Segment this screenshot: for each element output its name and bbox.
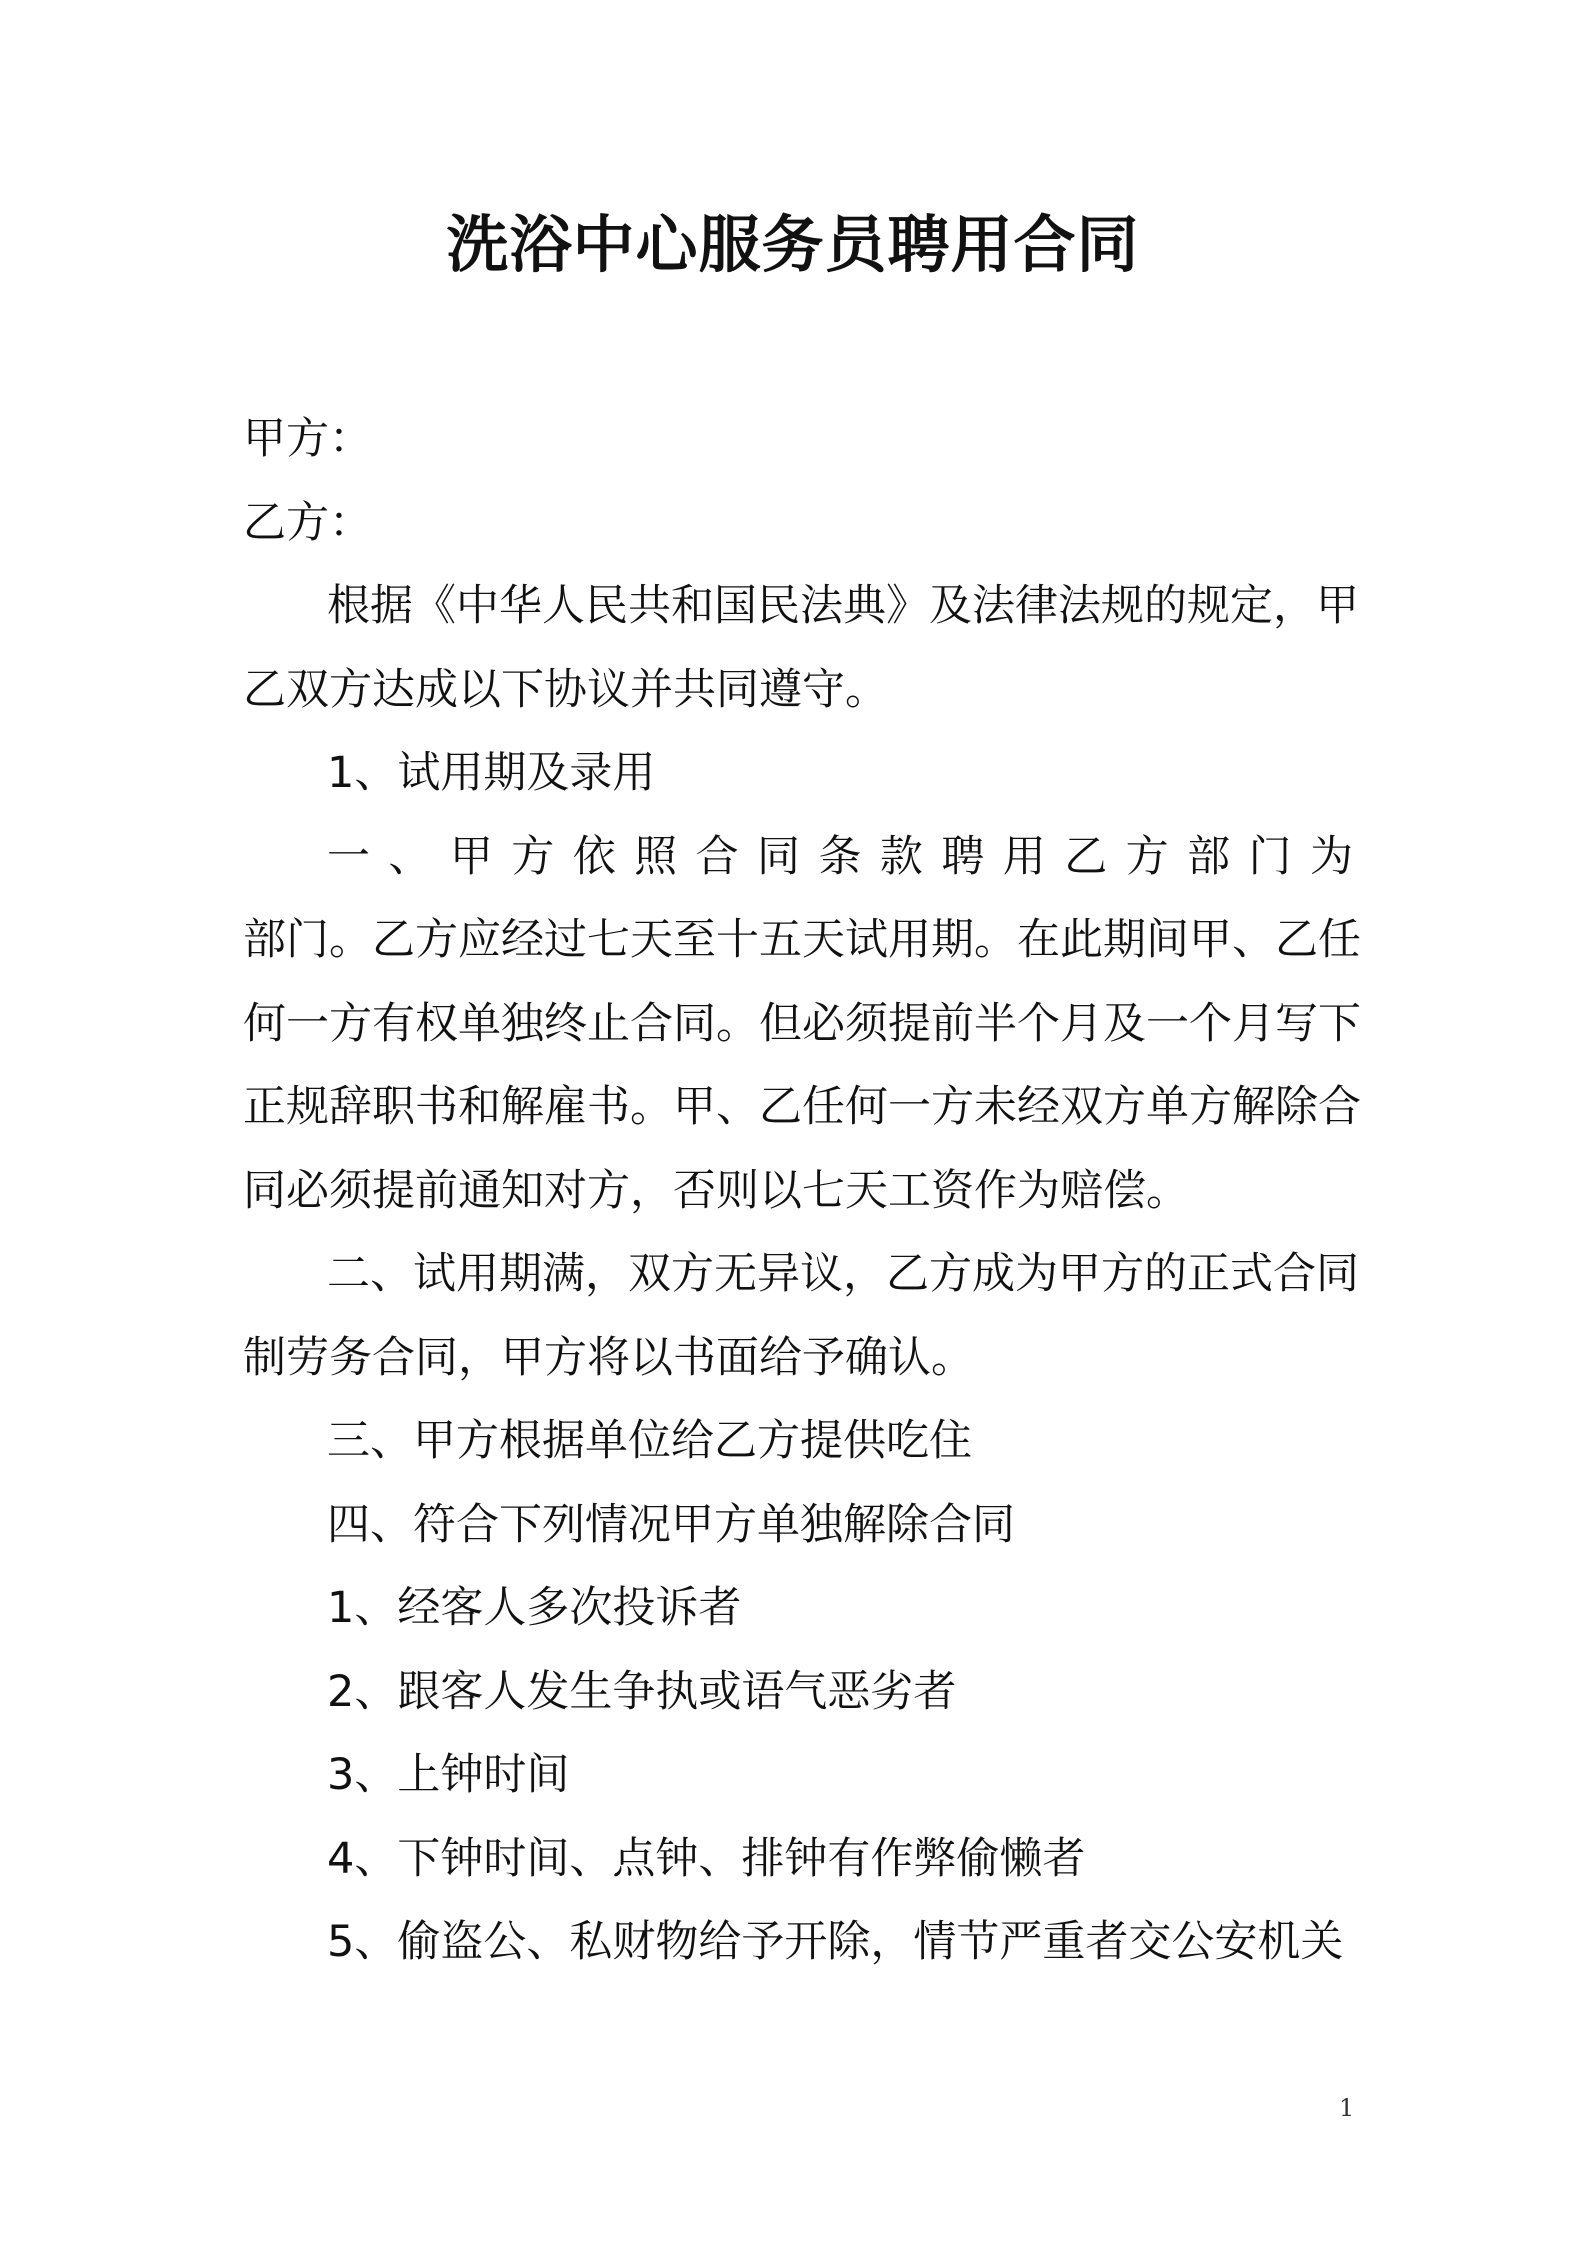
clause-1-line-1: 一 、 甲 方 依 照 合 同 条 款 聘 用 乙 方 部 门 为 [327, 831, 1353, 882]
intro-line-1: 根据《中华人民共和国民法典》及法律法规的规定，甲 [327, 581, 1359, 631]
section-heading-probation: 1、试用期及录用 [327, 748, 656, 798]
clause-3: 三、甲方根据单位给乙方提供吃住 [327, 1416, 972, 1466]
clause-1-line-5: 同必须提前通知对方，否则以七天工资作为赔偿。 [243, 1165, 1189, 1216]
party-a-line: 甲方： [243, 414, 372, 464]
list-item-2: 2、跟客人发生争执或语气恶劣者 [327, 1666, 957, 1717]
page-number: 1 [1339, 2094, 1355, 2122]
clause-2-line-2: 制劳务合同，甲方将以书面给予确认。 [243, 1332, 974, 1383]
document-body [243, 398, 1361, 1985]
list-item-1: 1、经客人多次投诉者 [327, 1583, 742, 1633]
list-item-5: 5、偷盗公、私财物给予开除，情节严重者交公安机关 [327, 1917, 1344, 1967]
clause-4: 四、符合下列情况甲方单独解除合同 [327, 1499, 1015, 1550]
clause-2-line-1: 二、试用期满，双方无异议，乙方成为甲方的正式合同 [327, 1249, 1359, 1299]
clause-1-line-4: 正规辞职书和解雇书。甲、乙任何一方未经双方单方解除合 [243, 1082, 1361, 1132]
document-title: 洗浴中心服务员聘用合同 [446, 208, 1140, 281]
intro-line-2: 乙双方达成以下协议并共同遵守。 [243, 664, 888, 715]
list-item-4: 4、下钟时间、点钟、排钟有作弊偷懒者 [327, 1833, 1086, 1884]
clause-1-line-3: 何一方有权单独终止合同。但必须提前半个月及一个月写下 [243, 998, 1361, 1049]
list-item-3: 3、上钟时间 [327, 1750, 570, 1800]
party-b-line: 乙方： [243, 497, 372, 548]
clause-1-line-2: 部门。乙方应经过七天至十五天试用期。在此期间甲、乙任 [243, 915, 1361, 965]
